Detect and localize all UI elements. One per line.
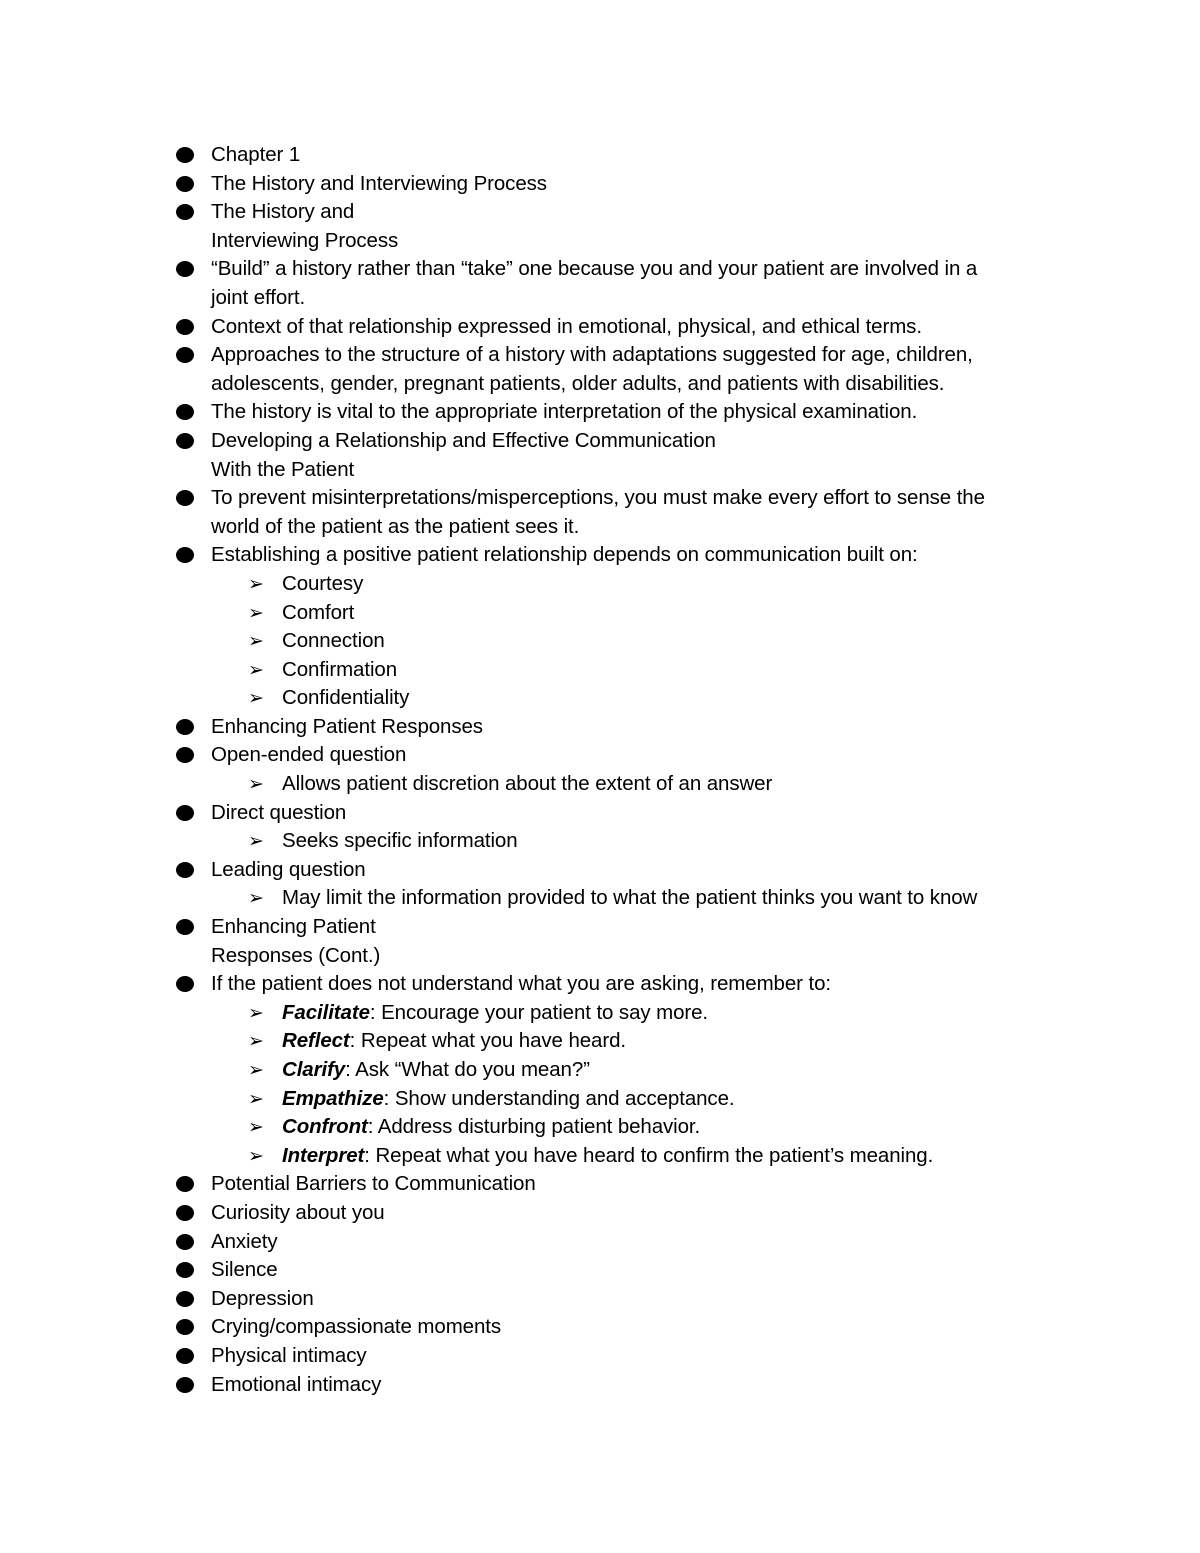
circle-bullet-icon [176, 1234, 194, 1250]
item-text: Enhancing Patient Responses (Cont.) [211, 915, 381, 967]
item-text: Crying/compassionate moments [211, 1315, 502, 1339]
item-text: Allows patient discretion about the extent of an answer [282, 772, 773, 796]
circle-bullet-icon [176, 319, 194, 335]
term-label: Interpret [282, 1143, 365, 1167]
list-item [174, 427, 1074, 484]
item-text: Emotional intimacy [211, 1372, 382, 1396]
arrow-bullet-icon: ➢ [248, 572, 264, 595]
circle-bullet-icon [176, 347, 194, 363]
circle-bullet-icon [176, 1377, 194, 1393]
list-item [174, 1256, 1074, 1285]
sub-list-item [174, 999, 1074, 1028]
circle-bullet-icon [176, 147, 194, 163]
sub-list-item [174, 599, 1074, 628]
item-text: To prevent misinterpretations/misperceptions, you must make every effort to sense the world of the patient as the patient sees it. [211, 486, 985, 538]
item-text: Potential Barriers to Communication [211, 1172, 536, 1196]
arrow-bullet-icon: ➢ [248, 1116, 264, 1139]
list-item [174, 541, 1074, 570]
term-label: Facilitate [282, 1000, 370, 1024]
item-text: Seeks specific information [282, 829, 518, 853]
circle-bullet-icon [176, 1205, 194, 1221]
list-item [174, 1228, 1074, 1257]
sub-list-item [174, 627, 1074, 656]
term-label: Empathize [282, 1086, 384, 1110]
circle-bullet-icon [176, 1291, 194, 1307]
sub-list-item [174, 1113, 1074, 1142]
list-item [174, 1313, 1074, 1342]
term-label: Clarify [282, 1058, 346, 1081]
item-text: The history is vital to the appropriate interpretation of the physical examination. [211, 400, 918, 424]
item-text: : Address disturbing patient behavior. [367, 1115, 701, 1139]
item-text: “Build” a history rather than “take” one because you and your patient are involved in a joint effort. [211, 257, 978, 309]
circle-bullet-icon [176, 976, 194, 992]
list-item [174, 313, 1074, 342]
item-text: The History and Interviewing Process [211, 171, 547, 195]
arrow-bullet-icon: ➢ [248, 1059, 264, 1081]
list-item [174, 741, 1074, 770]
arrow-bullet-icon: ➢ [248, 830, 264, 853]
item-text: Silence [211, 1258, 278, 1282]
item-text: Chapter 1 [211, 143, 301, 166]
item-text: : Repeat what you have heard to confirm the patient’s meaning. [364, 1143, 934, 1167]
circle-bullet-icon [176, 747, 194, 763]
list-item [174, 484, 1074, 541]
item-text: Developing a Relationship and Effective Communication With the Patient [211, 428, 716, 481]
item-text: May limit the information provided to what the patient thinks you want to know [282, 886, 978, 910]
item-text: If the patient does not understand what you are asking, remember to: [211, 972, 831, 996]
sub-list-item [174, 827, 1074, 856]
circle-bullet-icon [176, 547, 194, 563]
circle-bullet-icon [176, 1319, 194, 1335]
sub-list-item [174, 1027, 1074, 1056]
list-item [174, 1371, 1074, 1400]
sub-list-item [174, 1085, 1074, 1114]
circle-bullet-icon [176, 1176, 194, 1192]
circle-bullet-icon [176, 204, 194, 220]
item-text: Open-ended question [211, 743, 407, 767]
item-text: Curiosity about you [211, 1200, 385, 1224]
list-item [174, 141, 1074, 170]
list-item [174, 1199, 1074, 1228]
arrow-bullet-icon: ➢ [248, 1001, 264, 1024]
arrow-bullet-icon: ➢ [248, 658, 264, 681]
item-text: : Show understanding and acceptance. [383, 1086, 735, 1110]
circle-bullet-icon [176, 719, 194, 735]
circle-bullet-icon [176, 862, 194, 878]
list-item [174, 799, 1074, 828]
circle-bullet-icon [176, 176, 194, 192]
item-text: Establishing a positive patient relationship depends on communication built on: [211, 543, 918, 567]
item-text: Leading question [211, 857, 366, 881]
sub-list-item [174, 684, 1074, 713]
list-item [174, 341, 1074, 398]
sub-list-item [174, 656, 1074, 685]
arrow-bullet-icon: ➢ [248, 1144, 264, 1167]
item-text: Physical intimacy [211, 1343, 367, 1367]
term-label: Reflect [282, 1029, 350, 1053]
arrow-bullet-icon: ➢ [248, 773, 264, 796]
item-text: : Repeat what you have heard. [349, 1029, 626, 1053]
circle-bullet-icon [176, 805, 194, 821]
circle-bullet-icon [176, 1348, 194, 1364]
item-text: Anxiety [211, 1229, 278, 1253]
bullet-list [174, 141, 1074, 1399]
sub-list-item [174, 1056, 1074, 1085]
item-text: Approaches to the structure of a history with adaptations suggested for age, children, adolescents, gender, pregnant patients, older adults, and patients with disabilities. [211, 343, 973, 395]
item-text: Enhancing Patient Responses [211, 714, 483, 738]
item-text: : Ask “What do you mean?” [345, 1058, 590, 1081]
circle-bullet-icon [176, 261, 194, 277]
arrow-bullet-icon: ➢ [248, 687, 264, 710]
sub-list-item [174, 884, 1074, 913]
circle-bullet-icon [176, 919, 194, 935]
arrow-bullet-icon: ➢ [248, 887, 264, 910]
list-item [174, 713, 1074, 742]
arrow-bullet-icon: ➢ [248, 630, 264, 653]
circle-bullet-icon [176, 490, 194, 506]
item-text: Connection [282, 629, 385, 653]
circle-bullet-icon [176, 433, 194, 449]
item-text: Courtesy [282, 571, 364, 595]
list-item [174, 170, 1074, 199]
item-text: : Encourage your patient to say more. [369, 1000, 709, 1024]
term-label: Confront [282, 1115, 368, 1139]
sub-list-item [174, 570, 1074, 599]
item-text: Confidentiality [282, 686, 410, 710]
list-item [174, 913, 1074, 970]
arrow-bullet-icon: ➢ [248, 1030, 264, 1053]
list-item [174, 1342, 1074, 1371]
sub-list-item [174, 1142, 1074, 1171]
list-item [174, 1285, 1074, 1314]
list-item [174, 398, 1074, 427]
item-text: Direct question [211, 800, 347, 824]
item-text: The History and Interviewing Process [211, 200, 399, 252]
item-text: Comfort [282, 600, 355, 624]
item-text: Depression [211, 1286, 314, 1310]
item-text: Context of that relationship expressed in emotional, physical, and ethical terms. [211, 314, 922, 338]
arrow-bullet-icon: ➢ [248, 601, 264, 624]
circle-bullet-icon [176, 404, 194, 420]
list-item [174, 198, 1074, 255]
item-text: Confirmation [282, 657, 398, 681]
list-item [174, 255, 1074, 312]
list-item [174, 970, 1074, 999]
circle-bullet-icon [176, 1262, 194, 1278]
sub-list-item [174, 770, 1074, 799]
list-item [174, 856, 1074, 885]
arrow-bullet-icon: ➢ [248, 1087, 264, 1110]
list-item [174, 1170, 1074, 1199]
